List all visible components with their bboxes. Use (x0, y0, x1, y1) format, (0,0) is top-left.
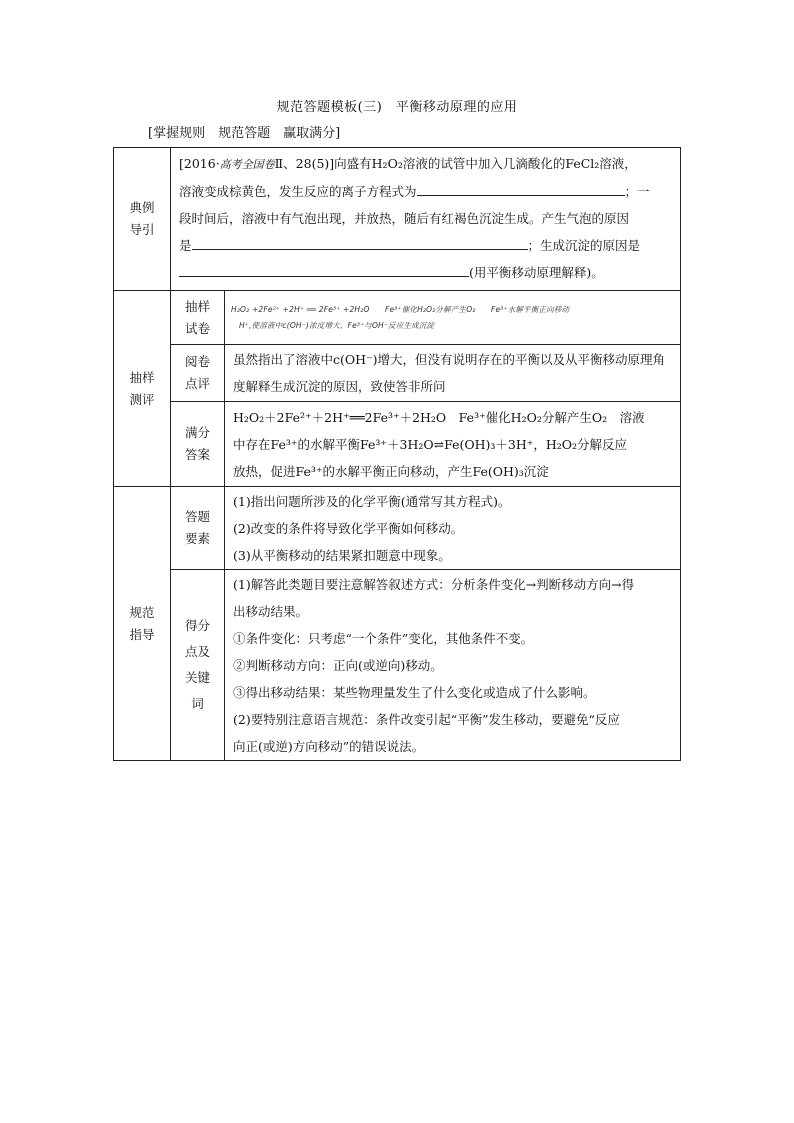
elements-label: 答题 要素 (171, 487, 225, 570)
sample-paper-row (114, 291, 681, 345)
question-line-3: 段时间后，溶液中有气泡出现，并放热，随后有红褐色沉淀生成。产生气泡的原因 (179, 211, 630, 226)
example-label: 典例 导引 (114, 148, 171, 291)
scoring-points (225, 570, 681, 761)
review-row (114, 345, 681, 402)
full-answer-row (114, 402, 681, 487)
list-item: (2)改变的条件将导致化学平衡如何移动。 (233, 520, 464, 536)
full-answer-label: 满分 答案 (171, 402, 225, 487)
list-item: ②判断移动方向：正向(或逆向)移动。 (233, 657, 443, 673)
question-line-5: (用平衡移动原理解释)。 (179, 259, 674, 286)
list-item: (1)指出问题所涉及的化学平衡(通常写其方程式)。 (233, 493, 511, 509)
example-row (114, 148, 681, 291)
sampling-label: 抽样 测评 (114, 291, 171, 487)
list-item: (3)从平衡移动的结果紧扣题意中现象。 (233, 547, 451, 563)
list-item: 出移动结果。 (233, 603, 309, 619)
points-label: 得分 点及 关键 词 (171, 570, 225, 761)
review-comment: 虽然指出了溶液中c(OH⁻)增大，但没有说明存在的平衡以及从平衡移动原理角度解释生成沉淀的原因，致使答非所问 (225, 345, 681, 402)
question-line-1: [2016·高考全国卷Ⅱ、28(5)]向盛有H₂O₂溶液的试管中加入几滴酸化的FeCl₂溶液， (179, 156, 637, 171)
list-item: ③得出移动结果：某些物理量发生了什么变化或造成了什么影响。 (233, 684, 596, 700)
sample-paper-label: 抽样 试卷 (171, 291, 225, 345)
guide-label: 规范 指导 (114, 487, 171, 761)
answer-blank-3 (179, 262, 469, 277)
elements-row (114, 487, 681, 570)
page-subtitle: [掌握规则 规范答题 赢取满分] (148, 126, 341, 141)
question-line-2: 溶液变成棕黄色，发生反应的离子方程式为 ；一 (179, 178, 674, 205)
answer-blank-1 (417, 181, 625, 196)
page-title: 规范答题模板(三) 平衡移动原理的应用 (276, 100, 518, 115)
full-answer-text: H₂O₂＋2Fe²⁺＋2H⁺══2Fe³⁺＋2H₂O Fe³⁺催化H₂O₂分解产生O₂ 溶液 中存在Fe³⁺的水解平衡Fe³⁺＋3H₂O⇌Fe(OH)₃＋3H⁺，H₂O₂分解反应 放热，促进Fe³⁺的水解平衡正向移动，产生Fe(OH)₃沉淀 (225, 402, 681, 487)
question-line-4: 是 ；生成沉淀的原因是 (179, 232, 674, 259)
list-item: 向正(或逆)方向移动”的错误说法。 (233, 738, 425, 754)
answer-elements (225, 487, 681, 570)
answer-blank-2 (192, 235, 528, 250)
points-row (114, 570, 681, 761)
list-item: (1)解答此类题目要注意解答叙述方式：分析条件变化→判断移动方向→得 (233, 576, 635, 592)
answer-template-table (113, 147, 681, 761)
handwritten-sample-answer: H₂O₂ +2Fe²⁺ +2H⁺ ══ 2Fe³⁺ +2H₂O Fe³⁺催化H₂O₂分解产生O₂ Fe³⁺水解平衡正向移动 H⁺,使溶液中c(OH⁻)浓度增大，Fe³⁺与OH⁻反应生成沉淀 (225, 291, 681, 345)
review-label: 阅卷 点评 (171, 345, 225, 402)
list-item: (2)要特别注意语言规范：条件改变引起“平衡”发生移动，要避免“反应 (233, 711, 620, 727)
list-item: ①条件变化：只考虑“一个条件”变化，其他条件不变。 (233, 630, 534, 646)
example-question (171, 148, 681, 291)
